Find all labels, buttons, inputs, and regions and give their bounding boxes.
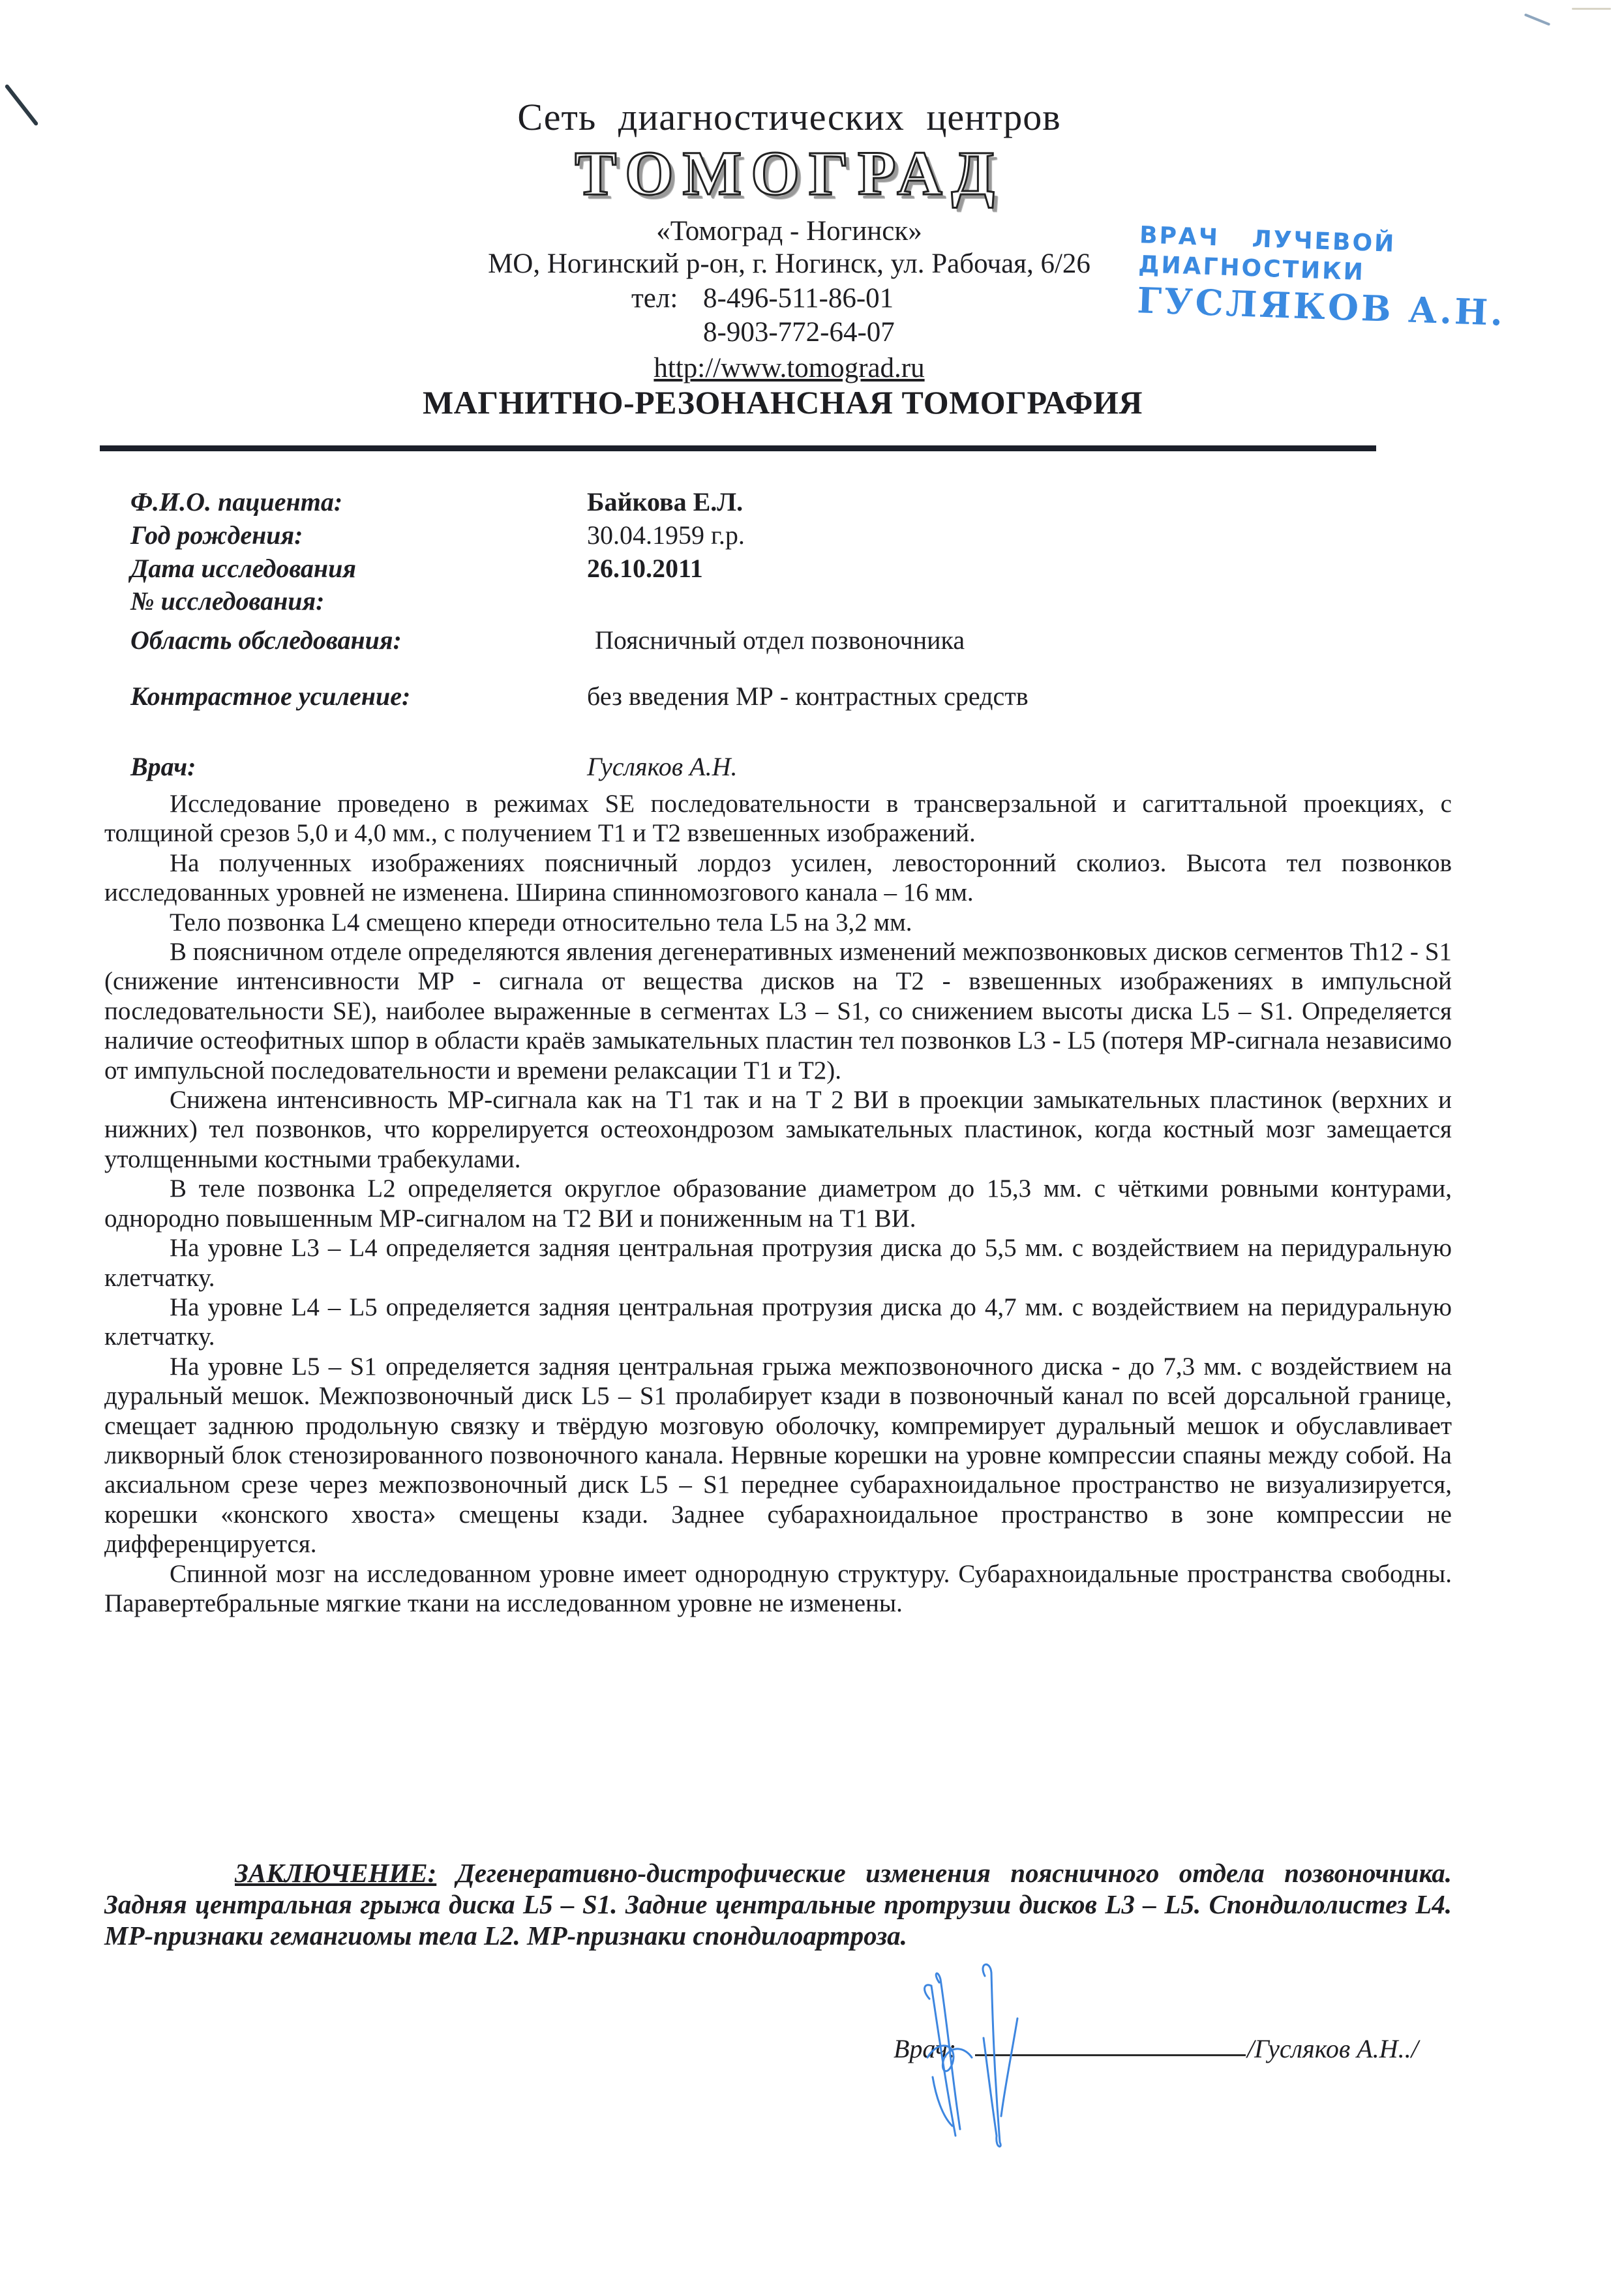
clinic-address: МО, Ногинский р-он, г. Ногинск, ул. Рабочая, 6/26 xyxy=(488,248,1090,279)
stamp-line-2: ДИАГНОСТИКИ xyxy=(1137,251,1366,286)
network-title: Сеть диагностических центров xyxy=(517,96,1061,138)
findings-paragraph: На уровне L4 – L5 определяется задняя центральная протрузия диска до 4,7 мм. с воздействием на перидуральную клетчатку. xyxy=(104,1293,1452,1351)
branch-name: «Томоград - Ногинск» xyxy=(656,216,922,247)
meta-label: № исследования: xyxy=(130,586,325,616)
stamp-line-3: ГУСЛЯКОВ А.Н. xyxy=(1136,279,1507,334)
phone-2: 8-903-772-64-07 xyxy=(703,317,895,348)
findings-paragraph: Тело позвонка L4 смещено кпереди относительно тела L5 на 3,2 мм. xyxy=(170,908,912,936)
meta-label: Дата исследования xyxy=(130,554,356,583)
stamp-line-1a: ВРАЧ xyxy=(1139,222,1220,252)
findings-paragraph: В теле позвонка L2 определяется округлое образование диаметром до 15,3 мм. с чёткими ровными контурами, однородно повышенным МР-сигналом на Т2 ВИ и пониженным на Т1 ВИ. xyxy=(104,1174,1452,1233)
findings xyxy=(104,789,1452,1618)
report-title: МАГНИТНО-РЕЗОНАНСНАЯ ТОМОГРАФИЯ xyxy=(422,384,1143,421)
handwritten-signature xyxy=(913,1960,1063,2155)
signature-name: /Гусляков А.Н../ xyxy=(1247,2034,1419,2063)
exam-area: Поясничный отдел позвоночника xyxy=(595,625,965,655)
meta-label: Ф.И.О. пациента: xyxy=(130,487,343,516)
scan-mark-top xyxy=(1572,8,1611,10)
stamp-line-1b: ЛУЧЕВОЙ xyxy=(1252,226,1396,258)
findings-paragraph: Исследование проведено в режимах SE последовательности в трансверзальной и сагиттальной проекциях, с толщиной срезов 5,0 и 4,0 мм., с получением T1 и T2 взвешенных изображений. xyxy=(104,790,1452,848)
conclusion xyxy=(104,1857,1452,1951)
phone-1: 8-496-511-86-01 xyxy=(703,283,894,314)
patient-name: Байкова Е.Л. xyxy=(587,487,744,516)
tomograd-logo: ТОМОГРАД xyxy=(575,138,1004,208)
findings-paragraph: Спинной мозг на исследованном уровне имеет однородную структуру. Субарахноидальные пространства свободны. Паравертебральные мягкие ткани на исследованном уровне не изменены. xyxy=(104,1559,1452,1617)
phone-block xyxy=(631,282,895,350)
exam-date: 26.10.2011 xyxy=(587,554,703,583)
header-divider xyxy=(100,445,1376,451)
contrast: без введения МР - контрастных средств xyxy=(587,681,1029,711)
findings-paragraph: На уровне L3 – L4 определяется задняя центральная протрузия диска до 5,5 мм. с воздействием на перидуральную клетчатку. xyxy=(104,1234,1452,1292)
phone-label: тел: xyxy=(631,283,678,314)
scan-mark-top-right xyxy=(1524,13,1550,25)
conclusion-heading: ЗАКЛЮЧЕНИЕ: xyxy=(235,1858,437,1888)
findings-paragraph: В поясничном отделе определяются явления дегенеративных изменений межпозвонковых дисков сегментов Th12 - S1 (снижение интенсивности МР - сигнала от вещества дисков на Т2 - взвешенных изображениях в импульсной последовательности SE), наиболее выраженные в сегментах L3 – S1, со снижением высоты диска L5 – S1. Определяется наличие остеофитных шпор в области краёв замыкательных пластин тел позвонков L3 - L5 (потеря МР-сигнала независимо от импульсной последовательности и времени релаксации Т1 и Т2). xyxy=(104,938,1452,1085)
conclusion-text: Дегенеративно-дистрофические изменения поясничного отдела позвоночника. Задняя центральная грыжа диска L5 – S1. Задние центральные протрузии дисков L3 – L5. Спондилолистез L4. МР-признаки гемангиомы тела L2. МР-признаки спондилоартроза. xyxy=(104,1858,1452,1951)
website-link[interactable]: http://www.tomograd.ru xyxy=(654,353,925,383)
findings-paragraph: Снижена интенсивность МР-сигнала как на Т1 так и на Т 2 ВИ в проекции замыкательных пластинок (верхних и нижних) тел позвонков, что коррелируется остеохондрозом замыкательных пластинок, когда костный мозг замещается утолщенными костными трабекулами. xyxy=(104,1086,1452,1173)
meta-label: Год рождения: xyxy=(130,520,303,550)
signature-label: Врач: xyxy=(894,2034,957,2063)
website-line xyxy=(365,352,1213,384)
doctor-name: Гусляков А.Н. xyxy=(587,752,738,781)
scan-mark-left xyxy=(5,83,39,126)
doctor-stamp xyxy=(1137,222,1509,334)
meta-label: Контрастное усиление: xyxy=(130,681,411,711)
findings-paragraph: На полученных изображениях поясничный лордоз усилен, левосторонний сколиоз. Высота тел позвонков исследованных уровней не изменена. Ширина спинномозгового канала – 16 мм. xyxy=(104,848,1452,907)
findings-paragraph: На уровне L5 – S1 определяется задняя центральная грыжа межпозвоночного диска - до 7,3 мм. с воздействием на дуральный мешок. Межпозвоночный диск L5 – S1 пролабирует кзади в позвоночный канал по всей дорсальной границе, смещает заднюю продольную связку и твёрдую мозговую оболочку, компремирует дуральный мешок и обуславливает ликворный блок стенозированного позвоночного канала. Нервные корешки на уровне компрессии спаяны между собой. На аксиальном срезе через межпозвоночный диск L5 – S1 переднее субарахноидальное пространство не визуализируется, корешки «конского хвоста» смещены кзади. Заднее субарахноидальное пространство в зоне компрессии не дифференцируется. xyxy=(104,1352,1452,1559)
meta-label: Врач: xyxy=(130,752,196,781)
birth-date: 30.04.1959 г.р. xyxy=(587,520,745,550)
meta-label: Область обследования: xyxy=(130,625,402,655)
